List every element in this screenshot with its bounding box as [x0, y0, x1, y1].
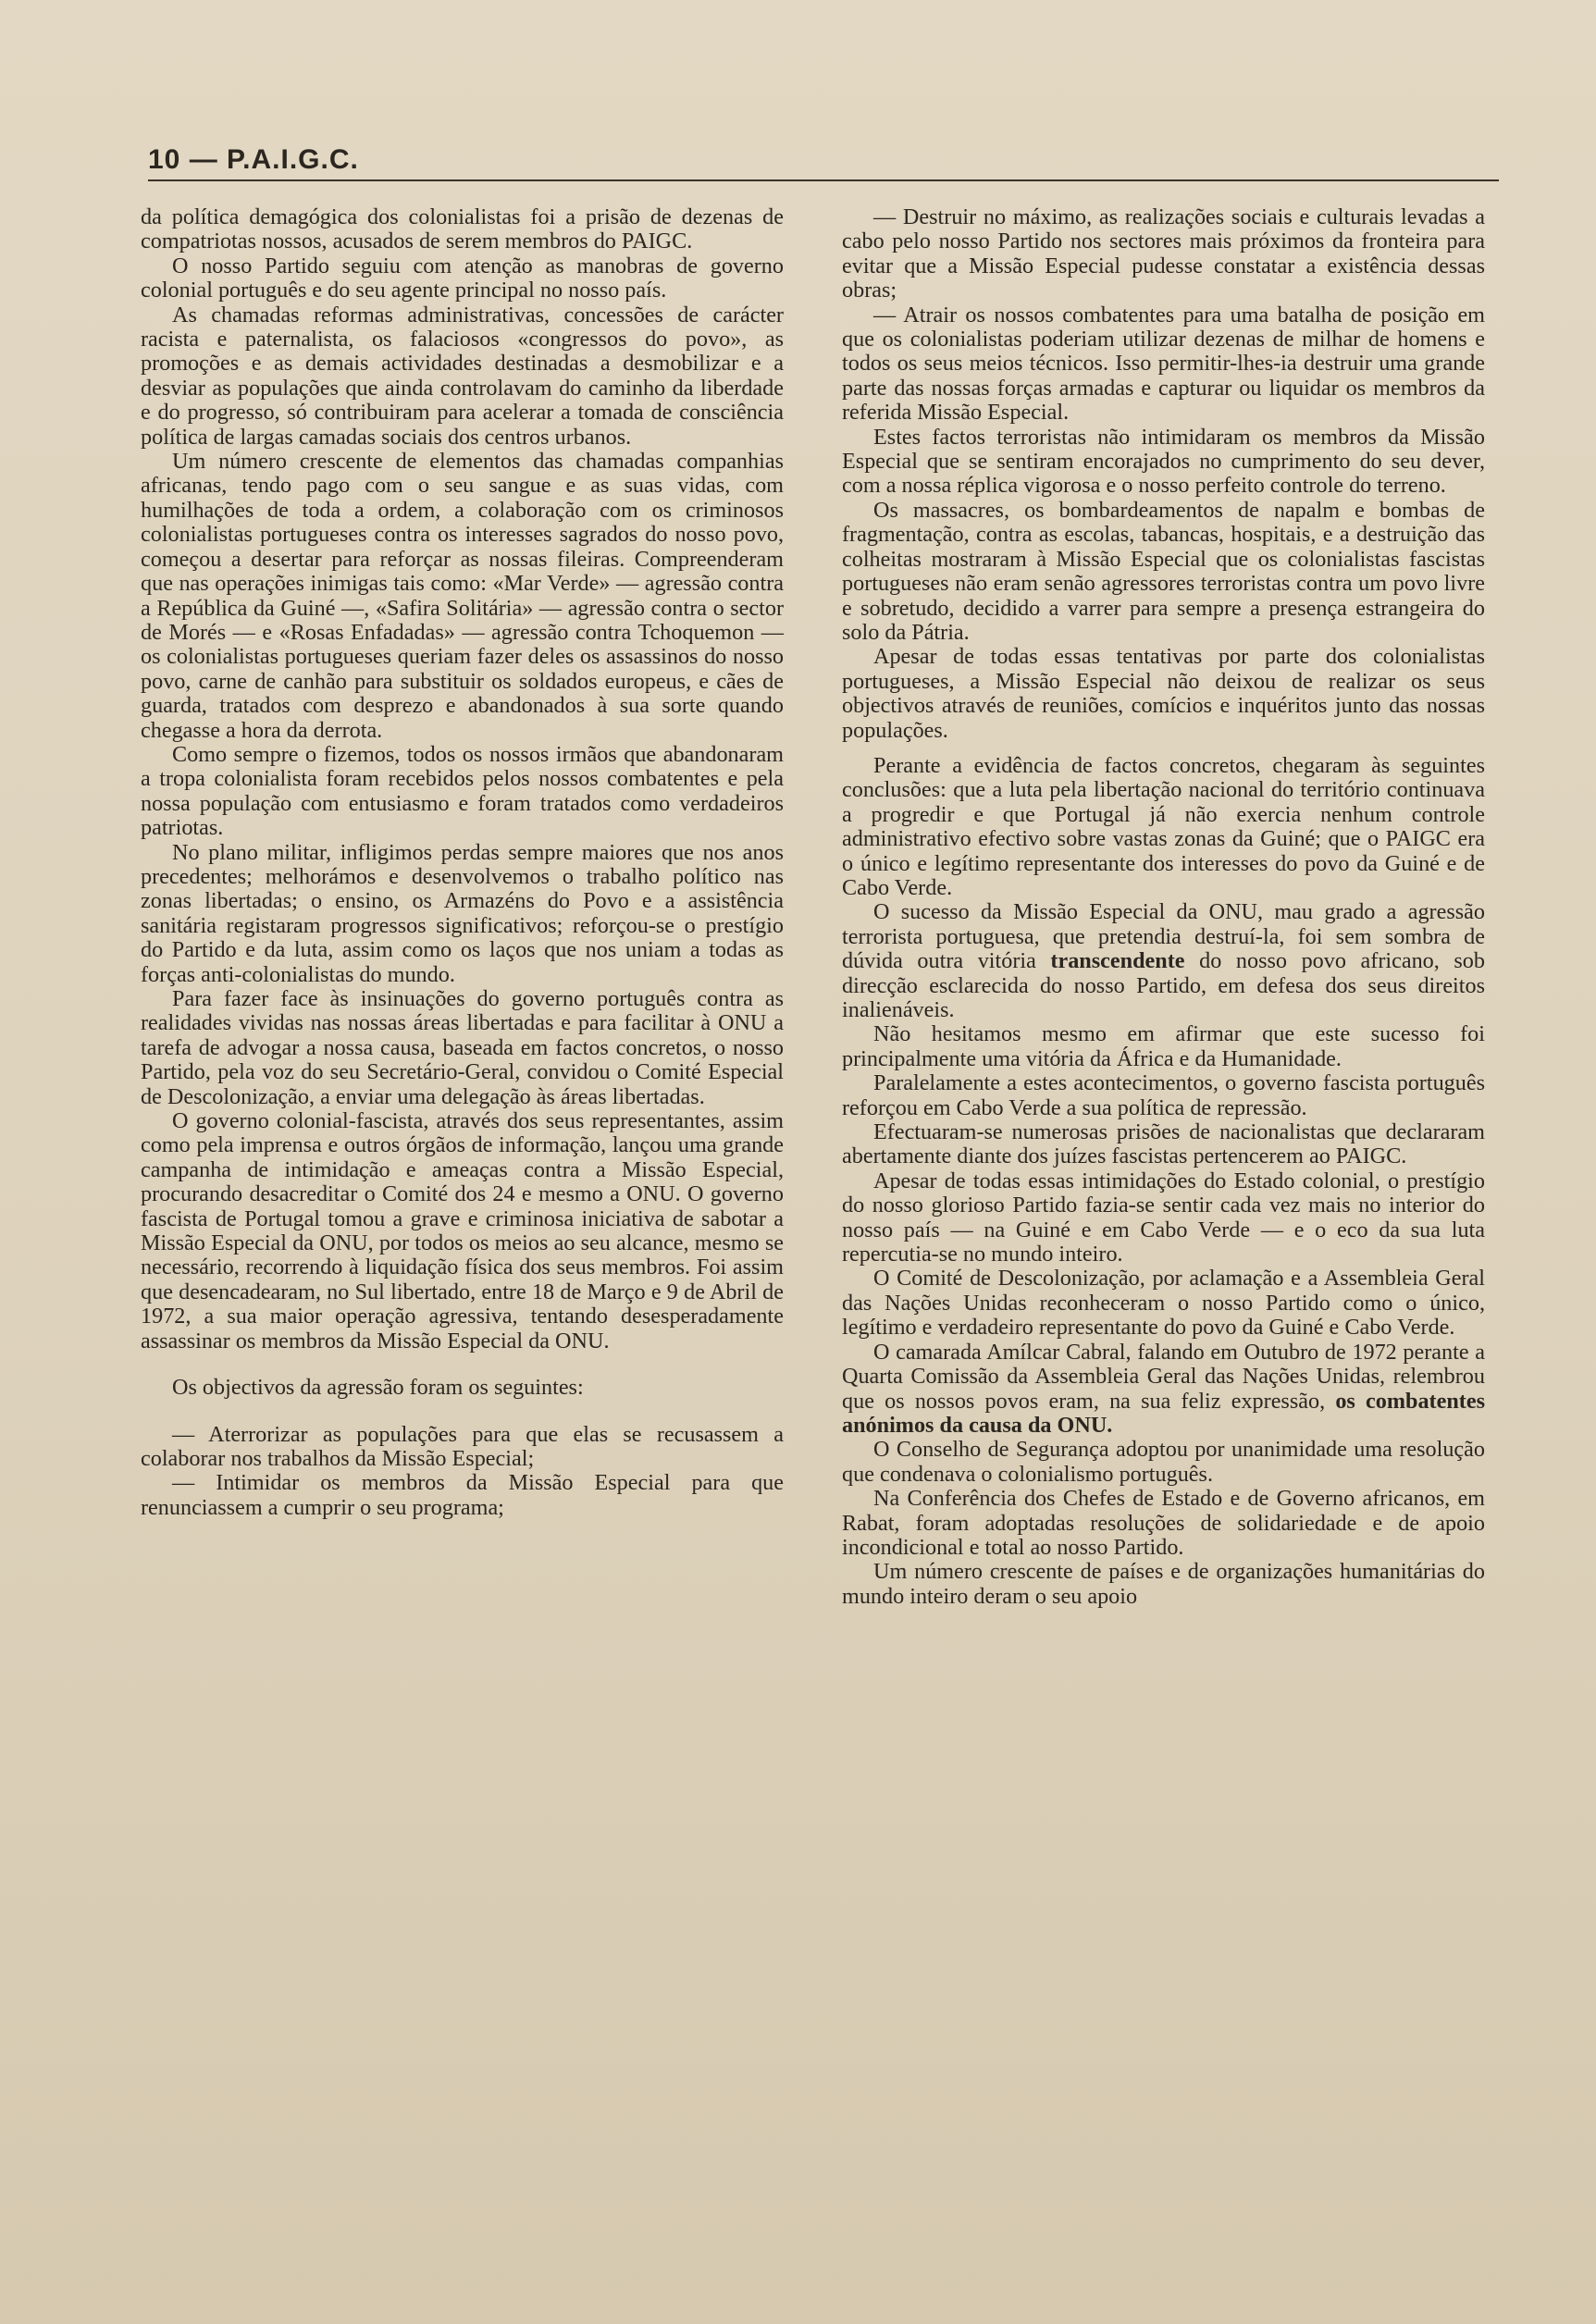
bold-text: os combatentes anónimos da causa da ONU. — [842, 1388, 1485, 1438]
list-item: — Intimidar os membros da Missão Especial para que renunciassem a cumprir o seu programa; — [141, 1470, 784, 1520]
paragraph-text: do nosso povo africano, sob direcção esclarecida do nosso Partido, em defesa dos seus direitos inalienáveis. — [842, 948, 1485, 1022]
paragraph: Paralelamente a estes acontecimentos, o governo fascista português reforçou em Cabo Verde a sua política de repressão. — [842, 1070, 1485, 1120]
paragraph: Perante a evidência de factos concretos, chegaram às seguintes conclusões: que a luta pela libertação nacional do território continuava a progredir e que Portugal já não exercia nenhum controle administrativo efectivo sobre vastas zonas da Guiné; que o PAIGC era o único e legítimo representante dos interesses do povo da Guiné e de Cabo Verde. — [842, 752, 1485, 900]
paragraph: Não hesitamos mesmo em afirmar que este sucesso foi principalmente uma vitória da África e da Humanidade. — [842, 1021, 1485, 1071]
paragraph — [842, 1341, 1485, 1439]
paragraph: Um número crescente de elementos das chamadas companhias africanas, tendo pago com o seu sangue e as suas vidas, com humilhações de toda a ordem, a colaboração com os criminosos colonialistas portugueses contra os interesses sagrados do nosso povo, começou a desertar para reforçar as nossas fileiras. Compreenderam que nas operações inimigas tais como: «Mar Verde» — agressão contra a República da Guiné —, «Safira Solitária» — agressão contra o sector de Morés — e «Rosas Enfadadas» — agressão contra Tchoquemon — os colonialistas portugueses queriam fazer deles os assassinos do nosso povo, carne de canhão para substituir os soldados europeus, e cães de guarda, tratados com desprezo e abandonados à sua sorte quando chegasse a hora da derrota. — [141, 449, 784, 743]
list-item: — Atrair os nossos combatentes para uma batalha de posição em que os colonialistas poderiam utilizar dezenas de milhar de homens e todos os seus meios técnicos. Isso permitir-lhes-ia destruir uma grande parte das nossas forças armadas e capturar ou liquidar os membros da referida Missão Especial. — [842, 302, 1485, 426]
page-header — [148, 139, 1499, 181]
paragraph: Apesar de todas essas intimidações do Estado colonial, o prestígio do nosso glorioso Partido fazia-se sentir cada vez mais no interior do nosso país — na Guiné e em Cabo Verde — e o eco da sua luta repercutia-se no mundo inteiro. — [842, 1168, 1485, 1267]
right-column — [842, 205, 1485, 1609]
paragraph: da política demagógica dos colonialistas foi a prisão de dezenas de compatriotas nossos, acusados de serem membros do PAIGC. — [141, 204, 784, 254]
paragraph: Efectuaram-se numerosas prisões de nacionalistas que declararam abertamente diante dos juízes fascistas pertencerem ao PAIGC. — [842, 1119, 1485, 1169]
paragraph: Os massacres, os bombardeamentos de napalm e bombas de fragmentação, contra as escolas, tabancas, hospitais, e a destruição das colheitas mostraram à Missão Especial que os colonialistas fascistas portugueses não eram senão agressores terroristas contra um povo livre e sobretudo, decidido a varrer para sempre a presença estrangeira do solo da Pátria. — [842, 497, 1485, 645]
paragraph — [842, 900, 1485, 1022]
page-number-title: 10 — P.A.I.G.C. — [148, 144, 359, 175]
paragraph-text: O camarada Amílcar Cabral, falando em Outubro de 1972 perante a Quarta Comissão da Assembleia Geral das Nações Unidas, relembrou que os nossos povos eram, na sua feliz expressão, — [842, 1339, 1485, 1414]
list-item: — Aterrorizar as populações para que elas se recusassem a colaborar nos trabalhos da Missão Especial; — [141, 1421, 784, 1471]
paragraph: Na Conferência dos Chefes de Estado e de Governo africanos, em Rabat, foram adoptadas resoluções de solidariedade e de apoio incondicional e total ao nosso Partido. — [842, 1486, 1485, 1560]
paragraph: Um número crescente de países e de organizações humanitárias do mundo inteiro deram o seu apoio — [842, 1559, 1485, 1609]
bold-text: transcendente — [1050, 948, 1185, 974]
paragraph: Como sempre o fizemos, todos os nossos irmãos que abandonaram a tropa colonialista foram recebidos pelos nossos combatentes e pela nossa população com entusiasmo e foram tratados como verdadeiros patriotas. — [141, 741, 784, 841]
paragraph: O Comité de Descolonização, por aclamação e a Assembleia Geral das Nações Unidas reconheceram o nosso Partido como o único, legítimo e verdadeiro representante do povo da Guiné e Cabo Verde. — [842, 1266, 1485, 1341]
paragraph: Estes factos terroristas não intimidaram os membros da Missão Especial que se sentiram encorajados no cumprimento do seu dever, com a nossa réplica vigorosa e o nosso perfeito controle do terreno. — [842, 424, 1485, 499]
list-item: — Destruir no máximo, as realizações sociais e culturais levadas a cabo pelo nosso Partido nos sectores mais próximos da fronteira para evitar que a Missão Especial pudesse constatar a existência dessas obras; — [842, 204, 1485, 303]
paragraph: As chamadas reformas administrativas, concessões de carácter racista e paternalista, os falaciosos «congressos do povo», as promoções e as demais actividades destinadas a desmobilizar e a desviar as populações que ainda controlavam do caminho da liberdade e do progresso, só contribuiram para acelerar a tomada de consciência política de largas camadas sociais dos centros urbanos. — [141, 302, 784, 450]
paragraph: Apesar de todas essas tentativas por parte dos colonialistas portugueses, a Missão Especial não deixou de realizar os seus objectivos através de reuniões, comícios e inquéritos junto das nossas populações. — [842, 644, 1485, 743]
paragraph: O nosso Partido seguiu com atenção as manobras de governo colonial português e do seu agente principal no nosso país. — [141, 253, 784, 303]
paragraph-text: O sucesso da Missão Especial da ONU, mau grado a agressão terrorista portuguesa, que pretendia destruí-la, foi sem sombra de dúvida outra vitória — [842, 899, 1485, 974]
paragraph: Os objectivos da agressão foram os seguintes: — [172, 1375, 584, 1401]
paragraph: Para fazer face às insinuações do governo português contra as realidades vividas nas nossas áreas libertadas e para facilitar à ONU a tarefa de advogar a nossa causa, baseada em factos concretos, o nosso Partido, pela voz do seu Secretário-Geral, convidou o Comité Especial de Descolonização, a enviar uma delegação às áreas libertadas. — [141, 986, 784, 1109]
paragraph: No plano militar, infligimos perdas sempre maiores que nos anos precedentes; melhorámos e desenvolvemos o trabalho político nas zonas libertadas; o ensino, os Armazéns do Povo e a assistência sanitária registaram progressos significativos; reforçou-se o prestígio do Partido e da luta, assim como os laços que nos uniam a todas as forças anti-colonialistas do mundo. — [141, 839, 784, 987]
left-column — [141, 205, 784, 1520]
paragraph: O governo colonial-fascista, através dos seus representantes, assim como pela imprensa e outros órgãos de informação, lançou uma grande campanha de intimidação e ameaças contra a Missão Especial, procurando desacreditar o Comité dos 24 e mesmo a ONU. O governo fascista de Portugal tomou a grave e criminosa iniciativa de sabotar a Missão Especial da ONU, por todos os meios ao seu alcance, mesmo se necessário, recorrendo à liquidação física dos seus membros. Foi assim que desencadearam, no Sul libertado, entre 18 de Março e 9 de Abril de 1972, a sua maior operação agressiva, tentando desesperadamente assassinar os membros da Missão Especial da ONU. — [141, 1108, 784, 1354]
paragraph: O Conselho de Segurança adoptou por unanimidade uma resolução que condenava o colonialismo português. — [842, 1437, 1485, 1487]
